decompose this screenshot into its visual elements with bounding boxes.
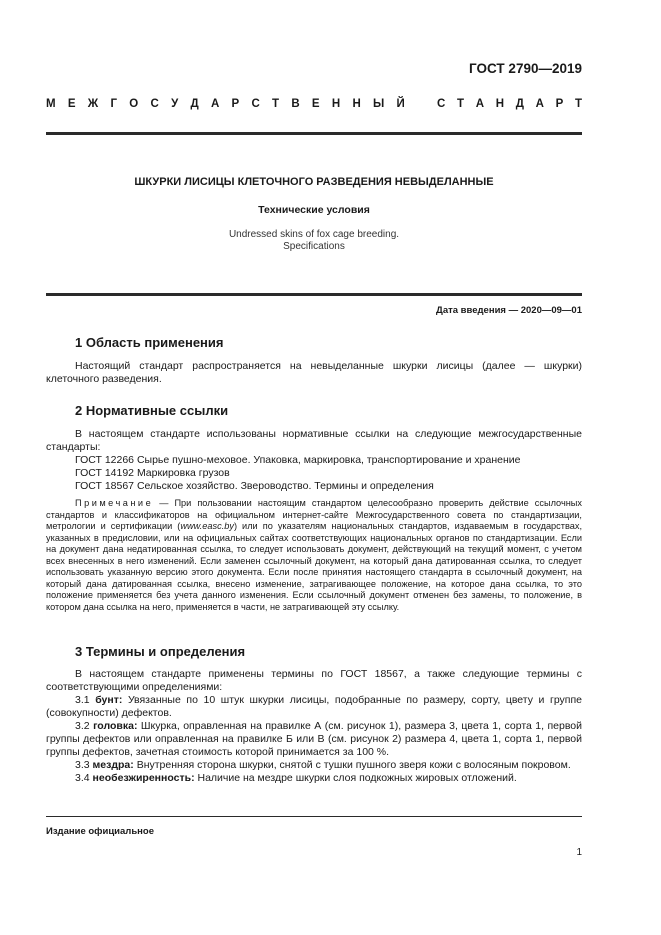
interstate-standard-banner	[46, 98, 582, 110]
banner-letter: Д	[515, 98, 524, 110]
section-1-text	[46, 360, 582, 386]
section-3-body	[46, 668, 582, 785]
official-edition-label: Издание официальное	[46, 826, 154, 837]
banner-letter: У	[171, 98, 179, 110]
note-label: Примечание	[75, 498, 154, 508]
banner-letter: А	[210, 98, 220, 110]
header-rule	[46, 132, 582, 135]
banner-letter: А	[475, 98, 485, 110]
term-definition: Наличие на мездре шкурки слоя подкожных жировых отложений.	[194, 772, 517, 784]
introduction-date: Дата введения — 2020—09—01	[436, 305, 582, 316]
term-name: бунт:	[95, 694, 123, 706]
reference-gost-18567: ГОСТ 18567 Сельское хозяйство. Звероводство. Термины и определения	[75, 480, 434, 492]
term-name: необезжиренность:	[92, 772, 195, 784]
english-title-line-2: Specifications	[283, 241, 345, 252]
document-title: ШКУРКИ ЛИСИЦЫ КЛЕТОЧНОГО РАЗВЕДЕНИЯ НЕВЫДЕЛАННЫЕ	[134, 176, 494, 188]
banner-letter: С	[150, 98, 159, 110]
note-text-a: — При пользовании настоящим стандартом целесообразно проверить действие ссылочных стандартов и классификаторов на официальном интернет-сайте Межгосударственного совета по стандартизации, метрологии и сертификации (	[46, 498, 582, 531]
banner-letter: Г	[110, 98, 117, 110]
banner-letter: Р	[555, 98, 564, 110]
reference-gost-12266: ГОСТ 12266 Сырье пушно-меховое. Упаковка, маркировка, транспортирование и хранение	[75, 454, 521, 466]
term-number: 3.2	[75, 720, 90, 732]
banner-letter: В	[291, 98, 300, 110]
banner-letter: М	[46, 98, 56, 110]
banner-letter: Н	[331, 98, 341, 110]
standard-code: ГОСТ 2790—2019	[469, 61, 582, 76]
section-2-intro	[46, 428, 582, 454]
term-item	[46, 759, 582, 772]
banner-letter: Ы	[373, 98, 385, 110]
section-2-intro-text: В настоящем стандарте использованы нормативные ссылки на следующие межгосударственные стандарты:	[46, 428, 582, 453]
banner-letter: Е	[67, 98, 76, 110]
section-3-intro	[46, 668, 582, 694]
banner-word-interstate	[46, 98, 405, 110]
banner-letter: С	[251, 98, 260, 110]
term-definition: Увязанные по 10 штук шкурки лисицы, подобранные по размеру, сорту, цвету и группе (совокупности) дефектов.	[46, 694, 583, 719]
banner-letter: Н	[495, 98, 505, 110]
banner-letter: О	[129, 98, 139, 110]
section-3-intro-text: В настоящем стандарте применены термины по ГОСТ 18567, а также следующие термины с соответствующими определениями:	[46, 668, 582, 693]
term-definition: Шкурка, оправленная на правилке А (см. рисунок 1), размера 3, цвета 1, сорта 1, первой группы дефектов или оправленная на правилке Б или В (см. рисунок 2) размера 4, цвета 1, сорта 1, первой группы дефектов, зачетная стоимость которой принимается за 100 %.	[46, 720, 583, 758]
term-name: головка:	[93, 720, 138, 732]
english-title	[46, 229, 582, 253]
term-item	[46, 772, 582, 785]
section-1-paragraph: Настоящий стандарт распространяется на невыделанные шкурки лисицы (далее — шкурки) клеточного разведения.	[46, 360, 582, 385]
term-name: мездра:	[92, 759, 134, 771]
banner-letter: Д	[190, 98, 199, 110]
banner-letter: Т	[272, 98, 280, 110]
term-number: 3.1	[75, 694, 90, 706]
banner-letter: С	[437, 98, 446, 110]
title-rule	[46, 293, 582, 296]
banner-letter: Н	[352, 98, 361, 110]
banner-letter: А	[535, 98, 544, 110]
reference-item	[46, 467, 582, 480]
section-3-heading: 3 Термины и определения	[75, 644, 246, 659]
section-2-heading: 2 Нормативные ссылки	[75, 403, 229, 418]
banner-word-standard	[437, 98, 582, 110]
term-number: 3.3	[75, 759, 90, 771]
reference-item	[46, 454, 582, 467]
section-2-body	[46, 428, 582, 493]
reference-item	[46, 480, 582, 493]
banner-letter: Е	[311, 98, 320, 110]
banner-letter: Т	[457, 98, 465, 110]
banner-letter: Р	[231, 98, 240, 110]
term-item	[46, 694, 582, 720]
note-website-link[interactable]: www.easc.by	[180, 521, 234, 531]
term-number: 3.4	[75, 772, 90, 784]
banner-letter: Й	[396, 98, 405, 110]
page-number: 1	[576, 847, 582, 858]
footer-rule	[46, 816, 582, 817]
term-item	[46, 720, 582, 759]
note-text-b: ) или по указателям национальных стандартов, издаваемым в государствах, указанных в предисловии, или на официальных сайтах соответствующих национальных органов по стандартизации. Если на документ дана недатированная ссылка, то следует использовать документ, действующий на текущий момент, с учетом всех внесенных в него изменений. Если заменен ссылочный документ, на который дана датированная ссылка, то следует использовать указанную версию этого документа. Если после принятия настоящего стандарта в ссылочный документ, на который дана датированная ссылка, внесено изменение, затрагивающее положение, на которое дана ссылка, то это положение применяется без учета данного изменения. Если ссылочный документ отменен без замены, то положение, в котором дана ссылка на него, применяется в части, не затрагивающей эту ссылку.	[46, 521, 582, 612]
english-title-line-1: Undressed skins of fox cage breeding.	[228, 229, 400, 240]
banner-letter: Т	[574, 98, 582, 110]
document-subtitle: Технические условия	[258, 204, 370, 216]
banner-letter: Ж	[87, 98, 99, 110]
section-2-note	[46, 498, 582, 613]
term-definition: Внутренняя сторона шкурки, снятой с тушки пушного зверя кожи с волосяным покровом.	[133, 759, 571, 771]
section-1-heading: 1 Область применения	[75, 335, 224, 350]
reference-gost-14192: ГОСТ 14192 Маркировка грузов	[75, 467, 230, 479]
